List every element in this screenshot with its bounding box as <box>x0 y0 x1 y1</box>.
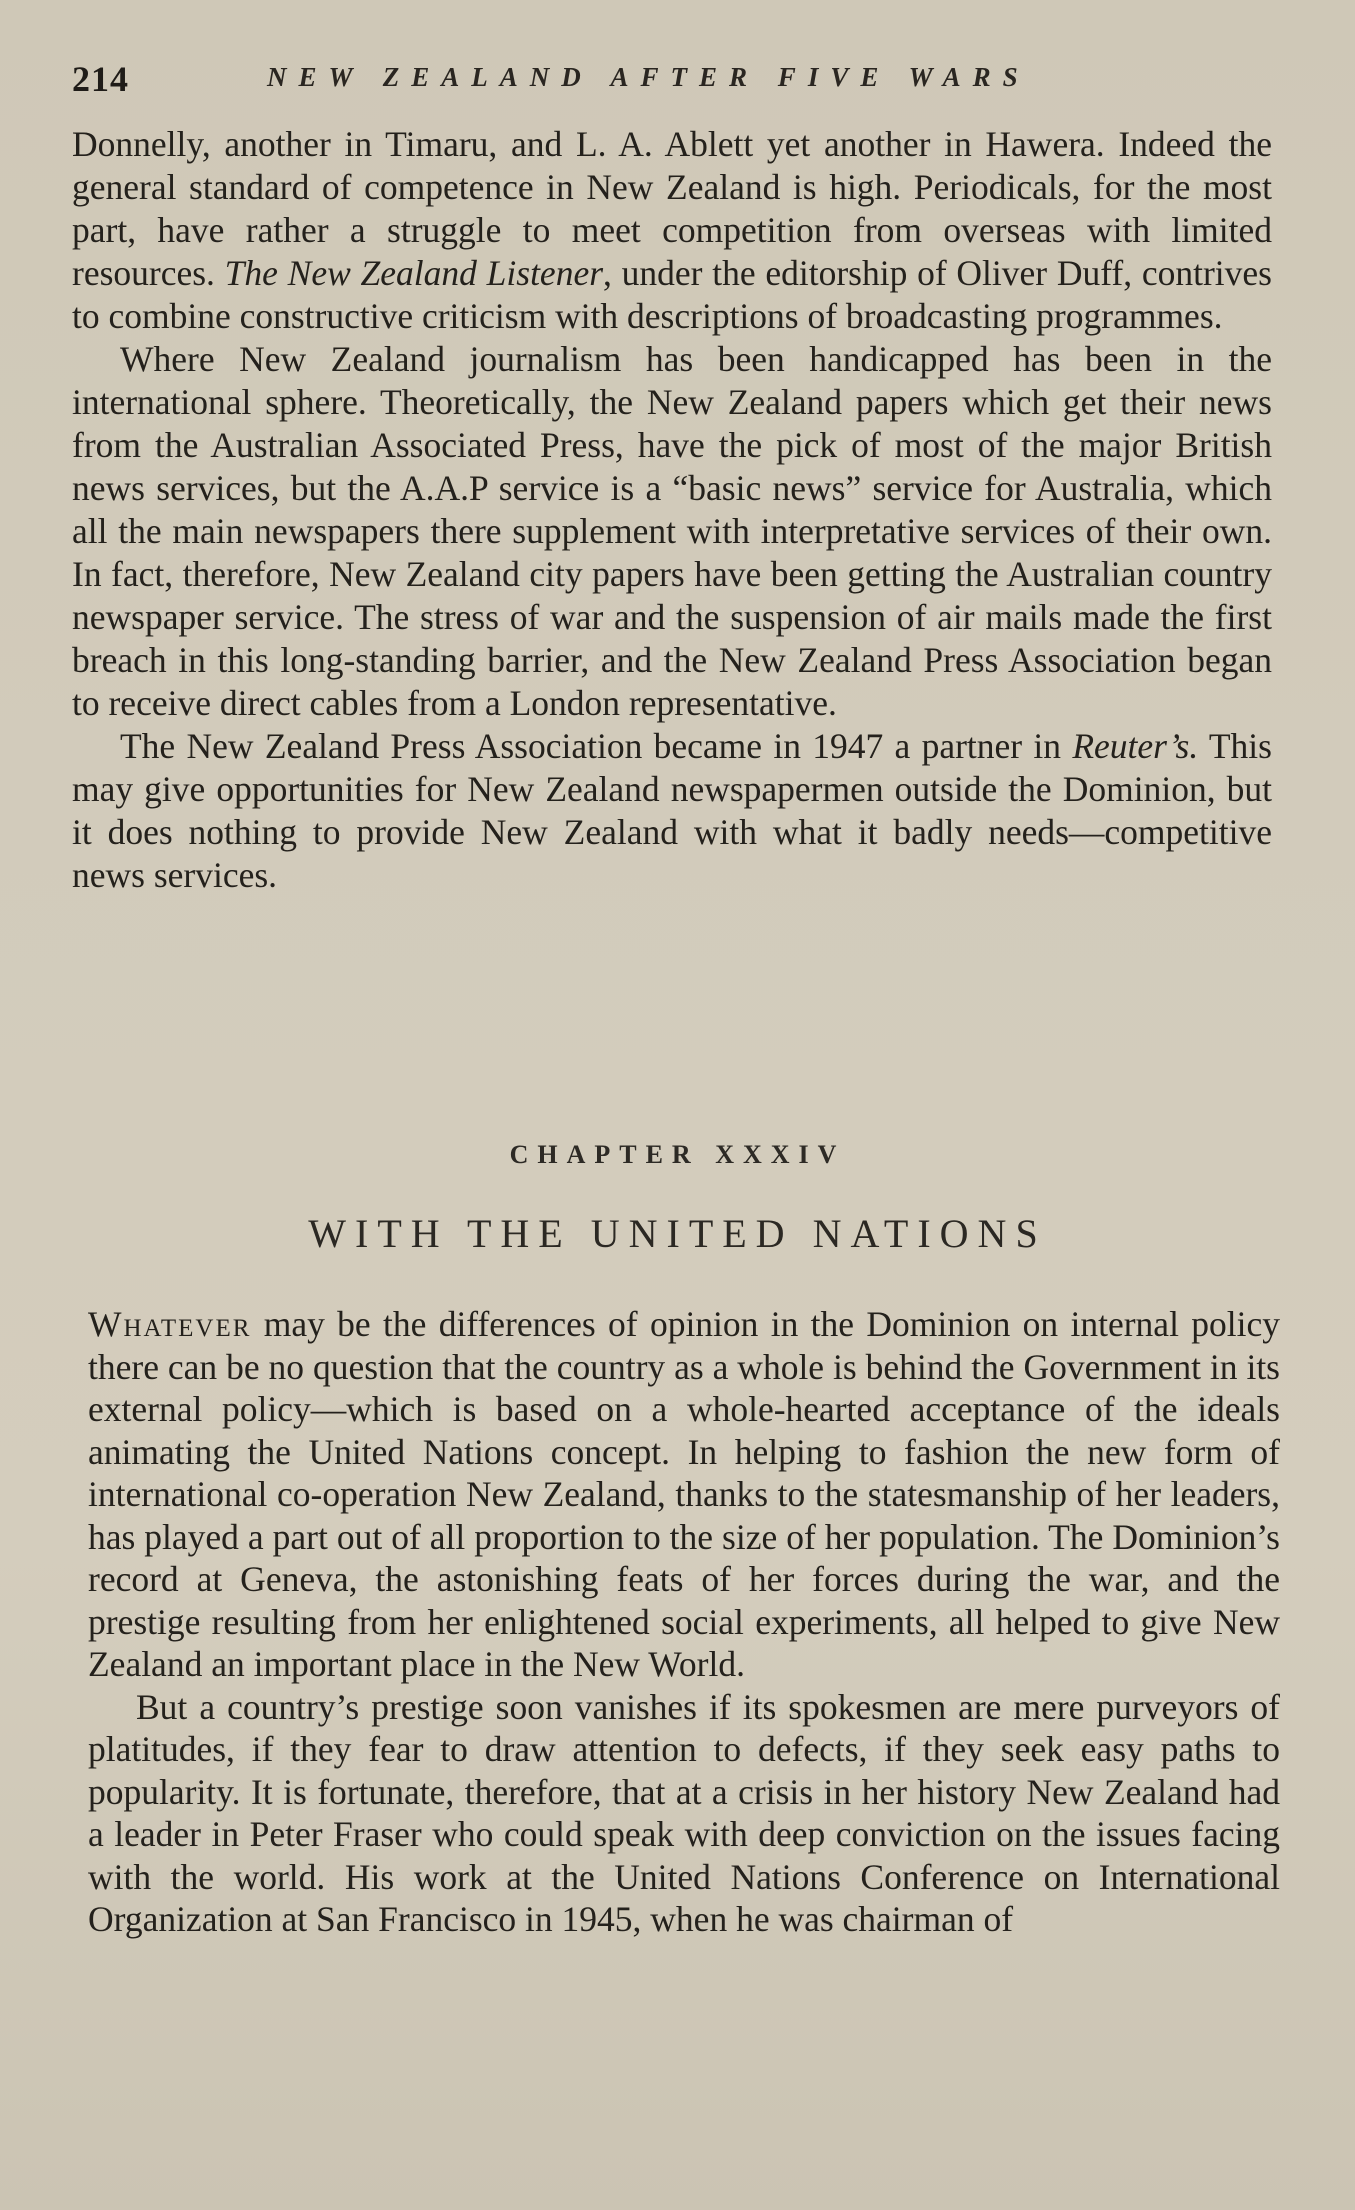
italic-text: Reuter’s. <box>1072 726 1199 766</box>
chapter-number: CHAPTER XXXIV <box>509 1140 846 1169</box>
text-run: Donnelly, another in Timaru, and L. A. Ablett yet another in Hawera. Indeed the general standard of competence in New Zealand is high. Periodicals, for the most part, have rather a struggle to meet competition from overseas with limited resources. <box>72 124 1272 293</box>
text-block-chapter <box>88 1303 1280 1941</box>
running-head <box>72 58 1092 108</box>
text-run: , under the editorship of Oliver Duff, contrives to combine constructive criticism with descriptions of broadcasting programmes. <box>72 253 1272 336</box>
paragraph <box>88 1686 1280 1941</box>
text-block-top <box>72 123 1272 897</box>
text-run: But a country’s prestige soon vanishes if its spokesmen are mere purveyors of platitudes, if they fear to draw attention to defects, if they seek easy paths to popularity. It is fortunate, therefore, that at a crisis in her history New Zealand had a leader in Peter Fraser who could speak with deep conviction on the issues facing with the world. His work at the United Nations Conference on International Organization at San Francisco in 1945, when he was chairman of <box>88 1686 1280 1939</box>
opening-paragraph-text <box>88 1304 1280 1684</box>
text-run: The New Zealand Press Association became in 1947 a partner in <box>120 726 1073 766</box>
paragraph <box>72 123 1272 338</box>
italic-text: The New Zealand Listener <box>224 253 604 293</box>
text-run: may be the differences of opinion in the Dominion on internal policy there can be no question that the country as a whole is behind the Government in its external policy—which is based on a whole-hearted acceptance of the ideals animating the United Nations concept. In helping to fashion the new form of international co-operation New Zealand, thanks to the statesmanship of her leaders, has played a part out of all proportion to the size of her population. The Dominion’s record at Geneva, the astonishing feats of her forces during the war, and the prestige resulting from her enlightened social experiments, all helped to give New Zealand an important place in the New World. <box>88 1304 1280 1684</box>
running-title: NEW ZEALAND AFTER FIVE WARS <box>267 62 1030 92</box>
text-run: This may give opportunities for New Zealand newspapermen outside the Dominion, but it does nothing to provide New Zealand with what it badly needs—competitive news services. <box>72 726 1272 895</box>
paragraph <box>72 725 1272 897</box>
chapter-title: WITH THE UNITED NATIONS <box>308 1211 1047 1256</box>
paragraph <box>72 338 1272 725</box>
opening-paragraph <box>88 1303 1280 1686</box>
text-run: Where New Zealand journalism has been handicapped has been in the international sphere. Theoretically, the New Zealand papers which get their news from the Australian Associated Press, have the pick of most of the major British news services, but the A.A.P service is a “basic news” service for Australia, which all the main newspapers there supplement with interpretative services of their own. In fact, therefore, New Zealand city papers have been getting the Australian country newspaper service. The stress of war and the suspension of air mails made the first breach in this long-standing barrier, and the New Zealand Press Association began to receive direct cables from a London representative. <box>72 339 1272 723</box>
opening-word: Whatever <box>88 1304 252 1344</box>
page-number: 214 <box>72 59 129 99</box>
